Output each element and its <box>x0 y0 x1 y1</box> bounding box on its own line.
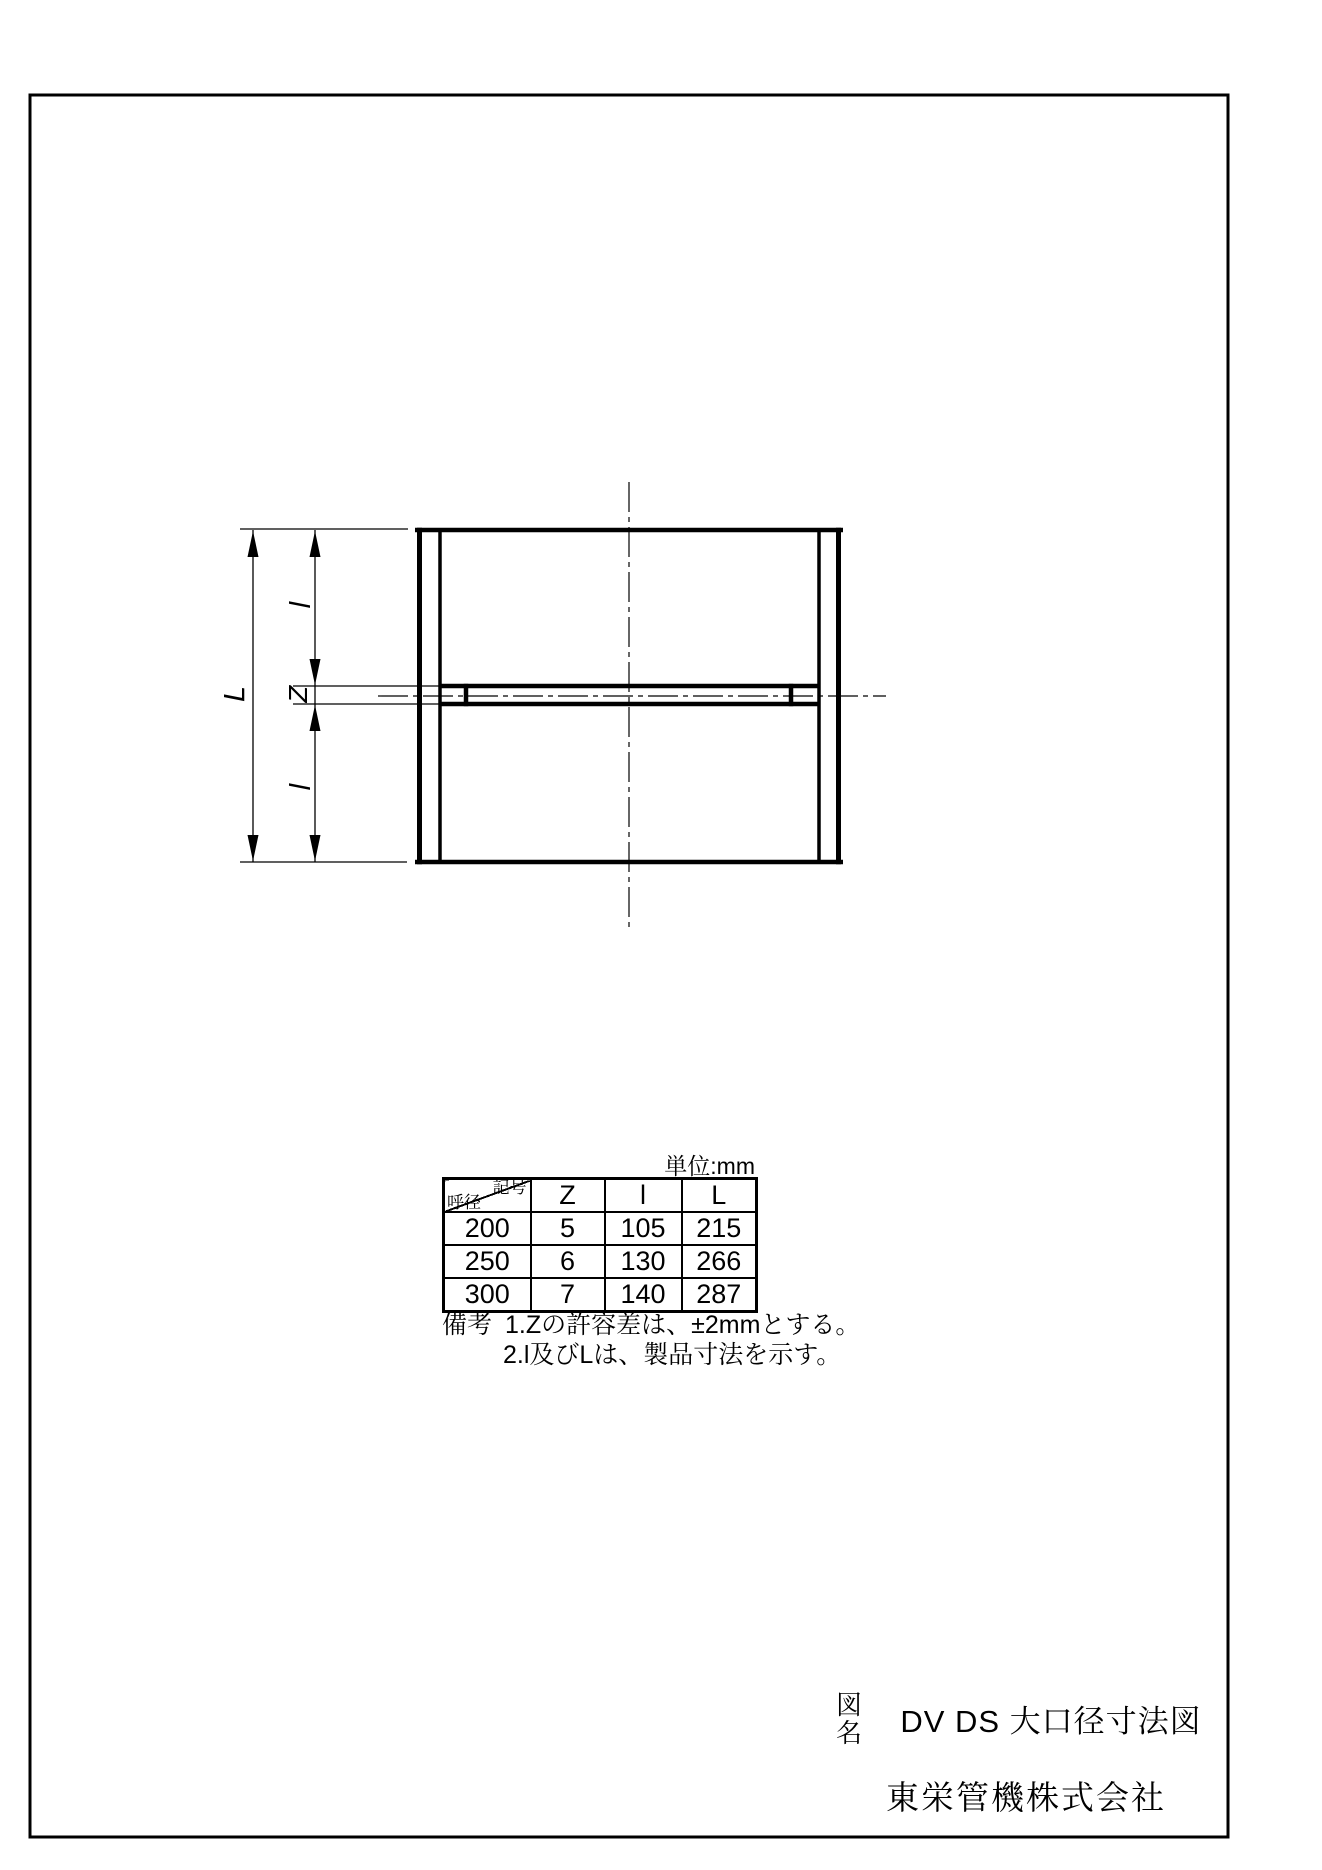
col-header-L: L <box>682 1179 757 1213</box>
units-label: 単位:mm <box>664 1153 755 1179</box>
drawing-title: DV DS 大口径寸法図 <box>900 1704 1202 1739</box>
dimension-label-L: L <box>218 686 251 702</box>
col-header-Z: Z <box>531 1179 605 1213</box>
page-frame <box>30 95 1228 1837</box>
note-1-text: 1.Zの許容差は、±2mmとする。 <box>505 1311 861 1339</box>
corner-symbol-label: 記号 <box>492 1178 527 1197</box>
notes-remark-label: 備考 <box>442 1311 493 1339</box>
table-row <box>444 1212 757 1245</box>
dimension-label-Z: Z <box>284 685 313 703</box>
cell-L: 215 <box>682 1212 757 1245</box>
dimension-label-l-lower: l <box>284 783 317 791</box>
company-name: 東栄管機株式会社 <box>886 1779 1166 1816</box>
dimension-table <box>442 1177 758 1313</box>
cell-z: 5 <box>531 1212 605 1245</box>
dimension-label-l-upper: l <box>284 601 317 609</box>
cell-dia: 300 <box>444 1278 531 1312</box>
extension-lines <box>240 529 440 862</box>
note-line-2: 2.l及びLは、製品寸法を示す。 <box>503 1341 842 1369</box>
cell-l: 140 <box>605 1278 682 1312</box>
table-corner-cell <box>444 1179 531 1213</box>
cell-z: 6 <box>531 1245 605 1278</box>
cell-L: 266 <box>682 1245 757 1278</box>
cell-l: 130 <box>605 1245 682 1278</box>
table-header-row <box>444 1179 757 1213</box>
corner-diameter-label: 呼径 <box>447 1193 481 1212</box>
col-header-l: l <box>605 1179 682 1213</box>
table-row <box>444 1245 757 1278</box>
cell-L: 287 <box>682 1278 757 1312</box>
drawing-name-label: 図名 <box>835 1690 862 1748</box>
cell-dia: 200 <box>444 1212 531 1245</box>
cell-dia: 250 <box>444 1245 531 1278</box>
cell-l: 105 <box>605 1212 682 1245</box>
cell-z: 7 <box>531 1278 605 1312</box>
